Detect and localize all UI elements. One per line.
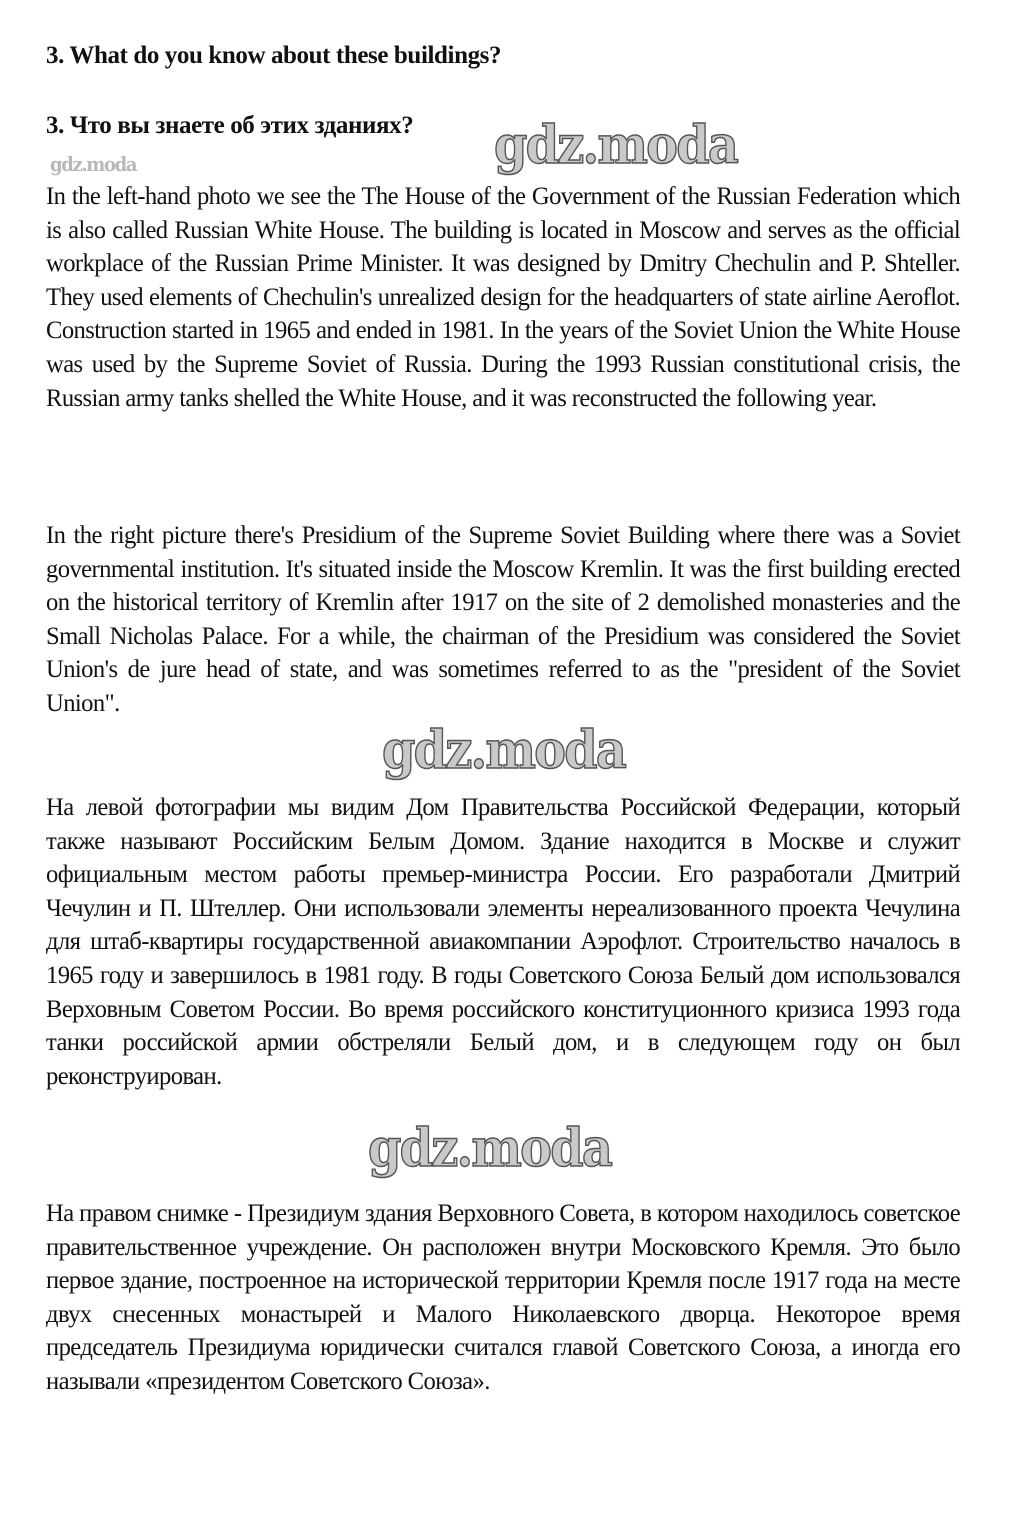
paragraph-presidium-en: In the right picture there's Presidium of the Supreme Soviet Building where there was a Soviet governmental institution. It's situated inside the Moscow Kremlin. It was the first building erected on the historical territory of Kremlin after 1917 on the site of 2 demolished monasteries and the Small Nicholas Palace. For a while, the chairman of the Presidium was considered the Soviet Union's de jure head of state, and was sometimes referred to as the "president of the Soviet Union".: [46, 522, 961, 717]
heading-russian: 3. Что вы знаете об этих зданиях?: [46, 112, 414, 139]
heading-english: 3. What do you know about these buildings?: [46, 42, 502, 69]
watermark-large-top: gdz.moda: [494, 115, 737, 176]
paragraph-white-house-en: In the left-hand photo we see the The House of the Government of the Russian Federation which is also called Russian White House. The building is located in Moscow and serves as the official workplace of the Russian Prime Minister. It was designed by Dmitry Chechulin and P. Shteller. They used elements of Chechulin's unrealized design for the headquarters of state airline Aeroflot. Construction started in 1965 and ended in 1981. In the years of the Soviet Union the White House was used by the Supreme Soviet of Russia. During the 1993 Russian constitutional crisis, the Russian army tanks shelled the White House, and it was reconstructed the following year.: [46, 183, 961, 412]
paragraph-white-house-ru: На левой фотографии мы видим Дом Правительства Российской Федерации, который также называют Российским Белым Домом. Здание находится в Москве и служит официальным местом работы премьер-министра России. Его разработали Дмитрий Чечулин и П. Штеллер. Они использовали элементы нереализованного проекта Чечулина для штаб-квартиры государственной авиакомпании Аэрофлот. Строительство началось в 1965 году и завершилось в 1981 году. В годы Советского Союза Белый дом использовался Верховным Советом России. Во время российского конституционного кризиса 1993 года танки российской армии обстреляли Белый дом, и в следующем году он был реконструирован.: [46, 794, 961, 1090]
watermark-large-middle: gdz.moda: [382, 720, 625, 781]
watermark-large-bottom: gdz.moda: [368, 1118, 611, 1179]
paragraph-presidium-ru: На правом снимке - Президиум здания Верховного Совета, в котором находилось советское правительственное учреждение. Он расположен внутри Московского Кремля. Это было первое здание, построенное на исторической территории Кремля после 1917 года на месте двух снесенных монастырей и Малого Николаевского дворца. Некоторое время председатель Президиума юридически считался главой Советского Союза, а иногда его называли «президентом Советского Союза».: [46, 1200, 961, 1395]
watermark-small: gdz.moda: [50, 152, 137, 176]
